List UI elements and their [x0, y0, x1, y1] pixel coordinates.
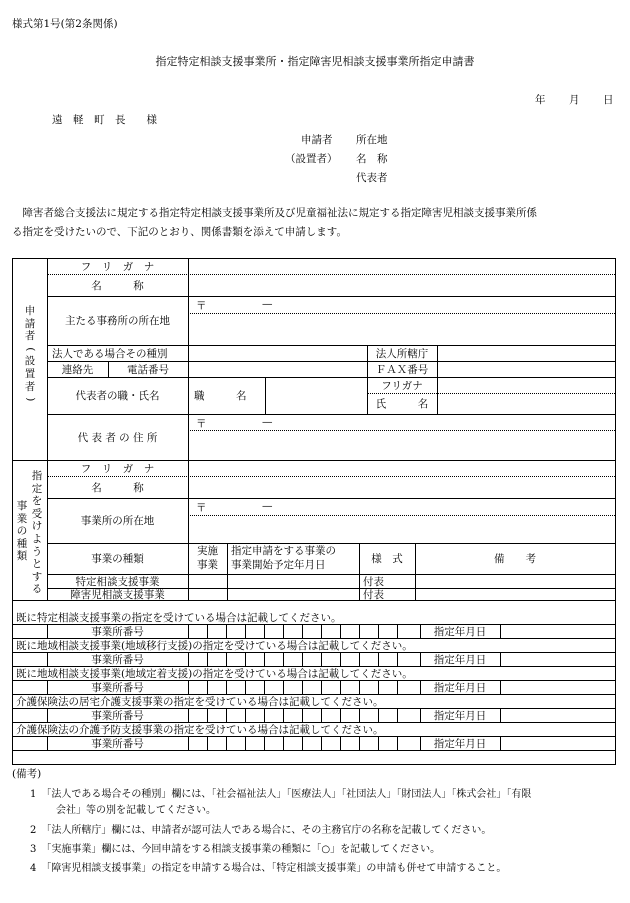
rep-full-name-label: 氏 名	[375, 398, 429, 410]
office-number-label: 事業所番号	[91, 625, 144, 638]
designation-date-label: 指定年月日	[433, 681, 487, 694]
prior-heading: 既に地域相談支援事業(地域移行支援)の指定を受けている場合は記載してください。	[16, 639, 413, 652]
applicant-side-label: 申 請 者 ( 設 置 者 )	[24, 305, 37, 402]
corp-type-label: 法人である場合その種別	[52, 347, 168, 360]
office-address-label: 事業所の所在地	[80, 515, 155, 527]
office-name-label: 名 称	[91, 481, 144, 494]
applicant-label: 申請者	[301, 134, 333, 146]
location-label: 所在地	[356, 134, 388, 146]
corp-authority-label: 法人所轄庁	[375, 347, 429, 360]
phone-label: 電話番号	[127, 363, 169, 376]
date-month: 月	[569, 94, 580, 106]
name-label: 名 称	[356, 153, 388, 165]
office-postal-mark: 〒	[196, 502, 207, 514]
note-4: 4 「障害児相談支援事業」の指定を申請する場合は、「特定相談支援事業」の申請も併せて申請すること。	[30, 863, 507, 874]
rep-furigana-label: フリガナ	[381, 379, 423, 392]
office-number-label: 事業所番号	[91, 709, 144, 722]
office-side-label: 指 定 を 受 け よ う と す る	[31, 470, 43, 596]
postal-dash: —	[262, 298, 273, 310]
prior-heading: 既に特定相談支援事業の指定を受けている場合は記載してください。	[16, 611, 342, 624]
office-postal-dash: —	[262, 500, 273, 512]
prior-heading: 既に地域相談支援事業(地域定着支援)の指定を受けている場合は記載してください。	[16, 667, 413, 680]
designation-date-label: 指定年月日	[433, 709, 487, 722]
page-title: 指定特定相談支援事業所・指定障害児相談支援事業所指定申請書	[155, 55, 475, 68]
remarks-header: 備 考	[494, 553, 536, 565]
office-number-label: 事業所番号	[91, 653, 144, 666]
attachment-2: 付表	[363, 588, 384, 601]
title-label: 職 名	[194, 390, 247, 402]
postal-mark: 〒	[196, 300, 207, 312]
designation-date-label: 指定年月日	[433, 737, 487, 750]
intro-line-2: る指定を受けたいので、下記のとおり、関係書類を添えて申請します。	[12, 226, 347, 238]
founder-label: （設置者）	[285, 153, 338, 165]
attachment-1: 付表	[363, 575, 384, 588]
office-side-label-2: 事 業 の 種 類	[16, 500, 28, 563]
business-row-specific: 特定相談支援事業	[75, 575, 160, 588]
notes-heading: (備考)	[12, 768, 42, 780]
rep-address-label: 代 表 者 の 住 所	[77, 431, 158, 444]
contact-label: 連絡先	[61, 363, 94, 376]
date-day: 日	[603, 94, 614, 106]
note-3: 3 「実施事業」欄には、今回申請をする相談支援事業の種類に「○」を記載してください。	[30, 844, 441, 855]
note-2: 2 「法人所轄庁」欄には、申請者が認可法人である場合に、その主務官庁の名称を記載してください。	[30, 825, 492, 836]
note-1: 1 「法人である場合その種別」欄には、「社会福祉法人」「医療法人」「社団法人」「財団法人」「株式会社」「有限 会社」等の別を記載してください。	[30, 789, 532, 816]
addressee: 遠 軽 町 長 様	[52, 114, 157, 126]
rep-title-name-label: 代表者の職・氏名	[75, 390, 160, 402]
office-number-label: 事業所番号	[91, 737, 144, 750]
implement-header: 実施 事業	[197, 544, 218, 571]
business-type-header: 事業の種類	[91, 553, 144, 565]
designation-date-label: 指定年月日	[433, 653, 487, 666]
representative-label: 代表者	[356, 172, 388, 184]
form-number: 様式第1号(第2条関係)	[12, 18, 118, 30]
intro-line-1: 障害者総合支援法に規定する指定特定相談支援事業所及び児童福祉法に規定する指定障害児相談支援事業所係	[12, 207, 537, 219]
prior-heading: 介護保険法の居宅介護支援事業の指定を受けている場合は記載してください。	[16, 695, 384, 708]
office-address-label: 主たる事務所の所在地	[65, 315, 170, 327]
fax-label: ＦＡＸ番号	[375, 363, 429, 376]
applicant-furigana-label: フ リ ガ ナ	[80, 260, 155, 273]
date-year: 年	[535, 94, 546, 106]
office-furigana-label: フ リ ガ ナ	[80, 462, 155, 475]
start-date-header: 指定申請をする事業の 事業開始予定年月日	[231, 544, 336, 571]
designation-date-label: 指定年月日	[433, 625, 487, 638]
prior-heading: 介護保険法の介護予防支援事業の指定を受けている場合は記載してください。	[16, 723, 384, 736]
rep-postal-dash: —	[262, 416, 273, 428]
office-number-label: 事業所番号	[91, 681, 144, 694]
format-header: 様 式	[371, 553, 403, 565]
business-row-child: 障害児相談支援事業	[70, 588, 165, 601]
applicant-name-label: 名 称	[91, 279, 144, 292]
rep-postal-mark: 〒	[196, 418, 207, 430]
